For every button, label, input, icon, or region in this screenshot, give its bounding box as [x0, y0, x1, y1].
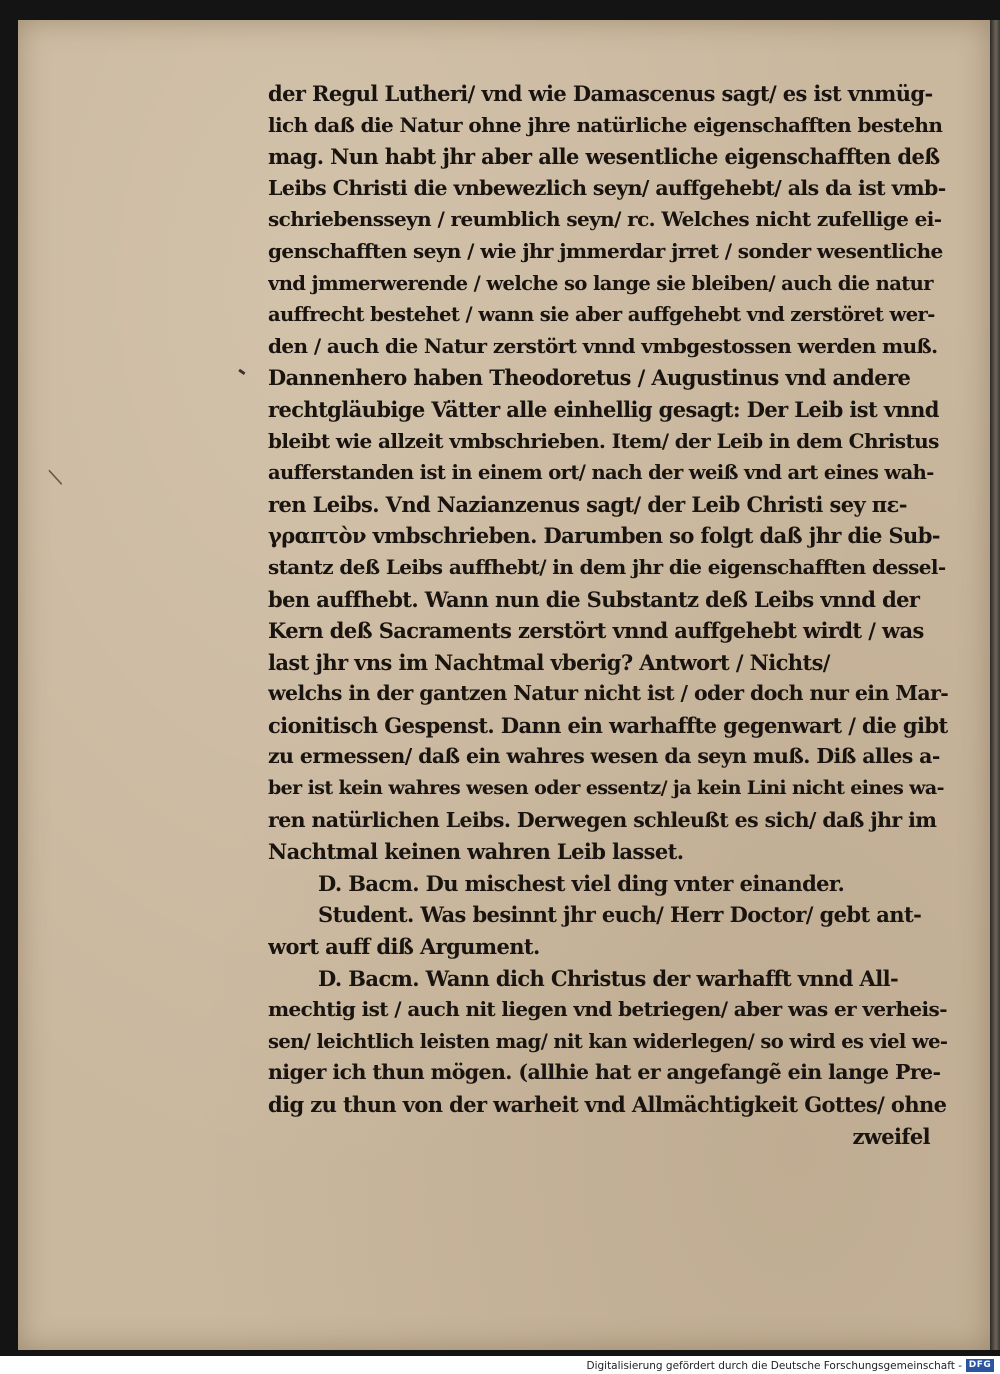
text-line: mechtig ist / auch nit liegen vnd betriegen/ aber was er verheis- [268, 997, 947, 1022]
text-line: mag. Nun habt jhr aber alle wesentliche eigenschafften deß [268, 144, 940, 170]
text-line: last jhr vns im Nachtmal vberig? Antwort / Nichts/ [268, 649, 830, 675]
funding-note: Digitalisierung gefördert durch die Deutsche Forschungsgemeinschaft - [586, 1360, 962, 1372]
text-line: ber ist kein wahres wesen oder essentz/ ja kein Lini nicht eines wa- [268, 777, 944, 800]
margin-mark-arrow: ‐ [231, 357, 254, 385]
text-line: den / auch die Natur zerstört vnnd vmbgestossen werden muß. [268, 333, 938, 358]
text-line: cionitisch Gespenst. Dann ein warhaffte gegenwart / die gibt [268, 712, 948, 738]
text-line: stantz deß Leibs auffhebt/ in dem jhr die eigenschafften dessel- [268, 554, 946, 579]
text-line: Student. Was besinnt jhr euch/ Herr Doctor/ gebt ant- [318, 902, 922, 928]
text-line: wort auff diß Argument. [268, 934, 540, 960]
text-line: ben auffhebt. Wann nun die Substantz deß Leibs vnnd der [268, 586, 920, 612]
text-line: dig zu thun von der warheit vnd Allmächtigkeit Gottes/ ohne [268, 1092, 947, 1117]
text-line: aufferstanden ist in einem ort/ nach der weiß vnd art eines wah- [268, 461, 934, 485]
text-line: ren Leibs. Vnd Nazianzenus sagt/ der Leib Christi sey πε- [268, 491, 907, 517]
text-line: Dannenhero haben Theodoretus / Augustinus vnd andere [268, 365, 911, 391]
text-line: Nachtmal keinen wahren Leib lasset. [268, 839, 684, 865]
text-line: vnd jmmerwerende / welche so lange sie bleiben/ auch die natur [268, 271, 933, 295]
body-text [268, 78, 948, 1152]
text-line: der Regul Lutheri/ vnd wie Damascenus sagt/ es ist vnmüg- [268, 81, 933, 106]
text-line: genschafften seyn / wie jhr jmmerdar jrret / sonder wesentliche [268, 238, 943, 263]
text-line: schriebensseyn / reumblich seyn/ rc. Welches nicht zufellige ei- [268, 207, 942, 232]
text-line: Kern deß Sacraments zerstört vnnd auffgehebt wirdt / was [268, 618, 924, 644]
text-line: welchs in der gantzen Natur nicht ist / oder doch nur ein Mar- [268, 681, 948, 706]
text-line: niger ich thun mögen. (allhie hat er angefangẽ ein lange Pre- [268, 1060, 941, 1085]
text-line: sen/ leichtlich leisten mag/ nit kan widerlegen/ so wird es viel we- [268, 1029, 948, 1053]
text-line: lich daß die Natur ohne jhre natürliche eigenschafften bestehn [268, 112, 943, 137]
text-line: bleibt wie allzeit vmbschrieben. Item/ der Leib in dem Christus [268, 428, 939, 453]
text-line: zweifel [852, 1123, 930, 1149]
text-line: D. Bacm. Wann dich Christus der warhafft vnnd All- [318, 965, 899, 991]
text-line: ren natürlichen Leibs. Derwegen schleußt es sich/ daß jhr im [268, 807, 937, 832]
dfg-logo: DFG [966, 1359, 994, 1372]
text-line: rechtgläubige Vätter alle einhellig gesagt: Der Leib ist vnnd [268, 396, 939, 422]
text-line: D. Bacm. Du mischest viel ding vnter einander. [318, 870, 845, 896]
text-line: zu ermessen/ daß ein wahres wesen da seyn muß. Diß alles a- [268, 744, 940, 769]
text-line: Leibs Christi die vnbewezlich seyn/ auffgehebt/ als da ist vmb- [268, 175, 946, 200]
margin-mark-stroke: / [43, 468, 69, 487]
text-line: auffrecht bestehet / wann sie aber auffgehebt vnd zerstöret wer- [268, 303, 935, 327]
text-line: γραπτὸν vmbschrieben. Darumben so folgt daß jhr die Sub- [268, 523, 940, 549]
page-edge [990, 20, 1000, 1350]
